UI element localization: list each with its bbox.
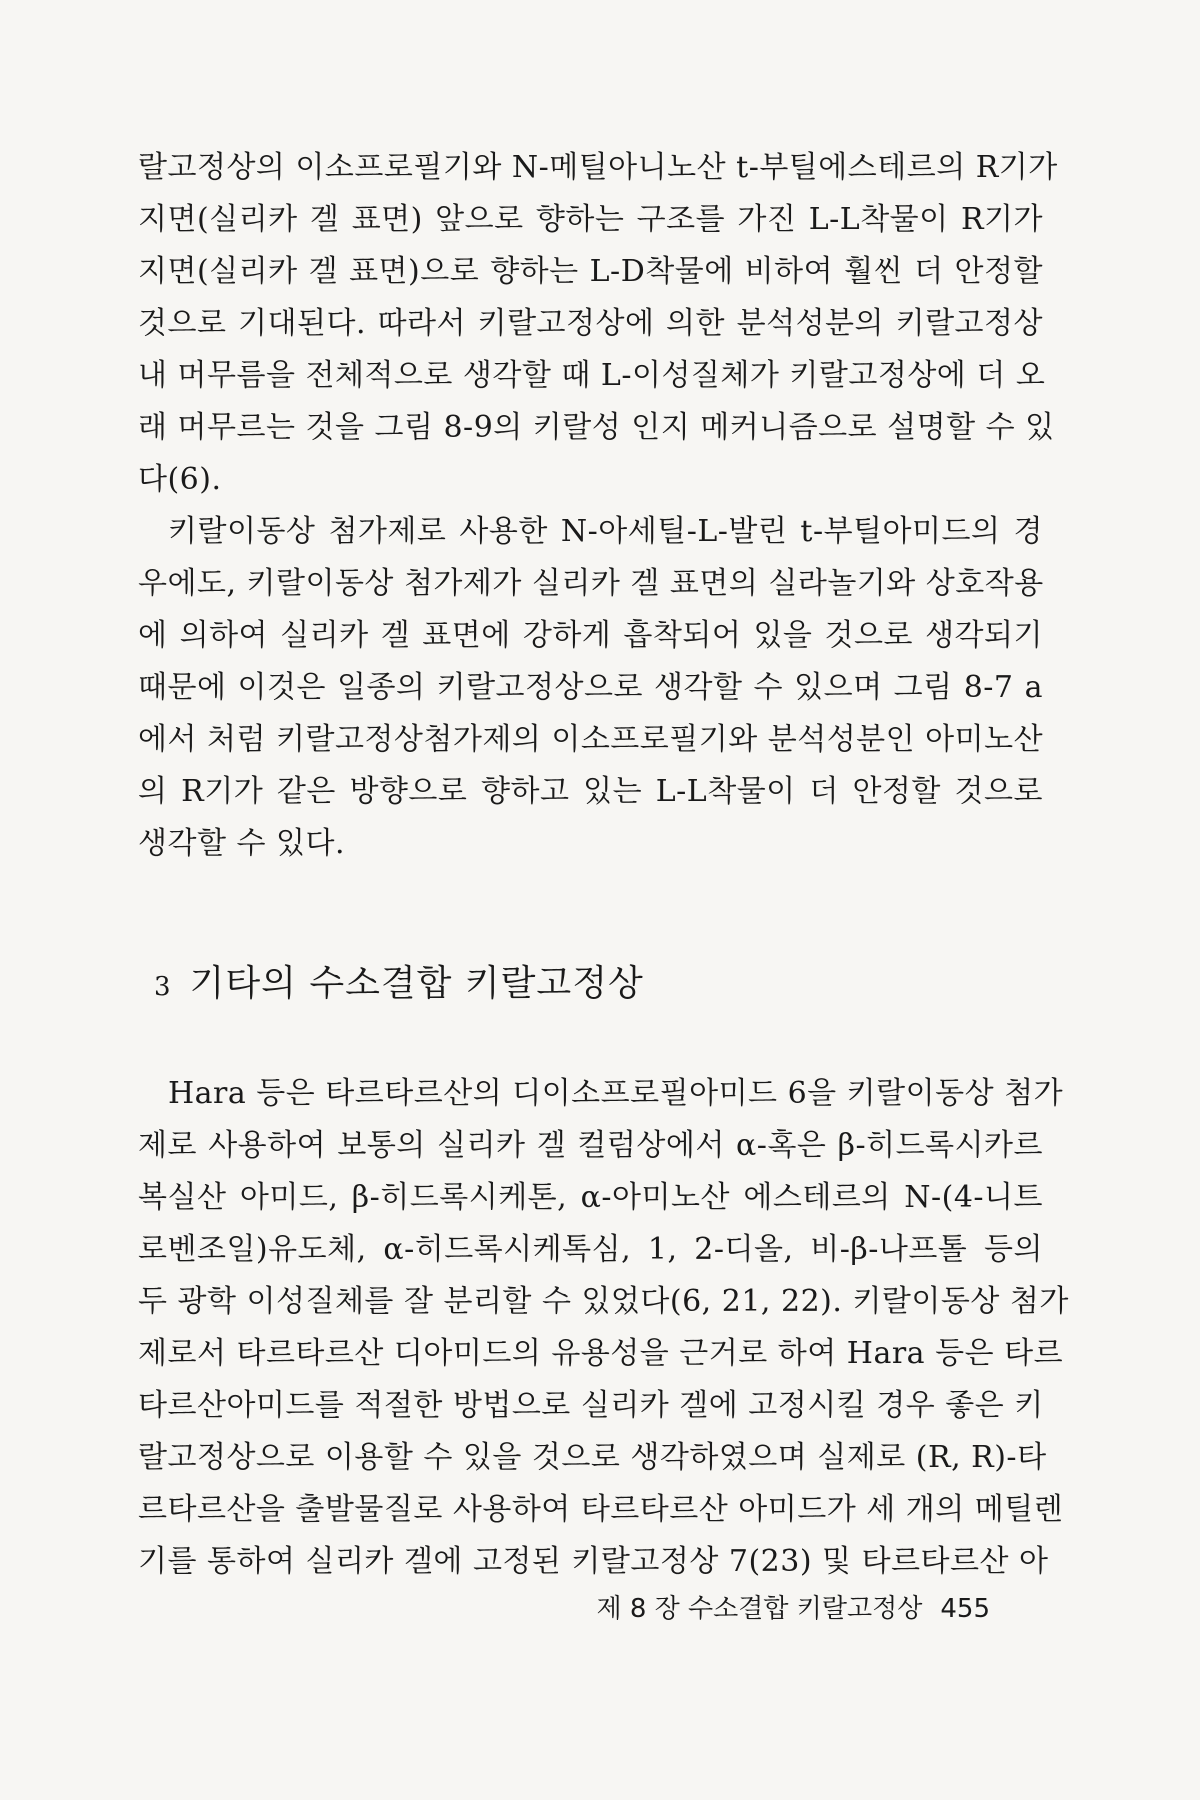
paragraph-1 — [138, 142, 1058, 506]
text-line: 복실산 아미드, β-히드록시케톤, α-아미노산 에스테르의 N-(4-니트 — [138, 1180, 1043, 1215]
chapter-title: 제 8 장 수소결합 키랄고정상 — [596, 1594, 923, 1624]
text-line: 기를 통하여 실리카 겔에 고정된 키랄고정상 7(23) 및 타르타르산 아 — [138, 1544, 1049, 1579]
text-line: 우에도, 키랄이동상 첨가제가 실리카 겔 표면의 실라놀기와 상호작용 — [138, 566, 1044, 601]
text-line: 의 R기가 같은 방향으로 향하고 있는 L-L착물이 더 안정할 것으로 — [138, 774, 1043, 809]
text-line: 것으로 기대된다. 따라서 키랄고정상에 의한 분석성분의 키랄고정상 — [138, 306, 1043, 341]
page-body — [138, 142, 1069, 1588]
text-line: 에서 처럼 키랄고정상첨가제의 이소프로필기와 분석성분인 아미노산 — [138, 722, 1044, 757]
text-line: Hara 등은 타르타르산의 디이소프로필아미드 6을 키랄이동상 첨가 — [168, 1076, 1064, 1111]
text-line: 지면(실리카 겔 표면) 앞으로 향하는 구조를 가진 L-L착물이 R기가 — [138, 202, 1043, 237]
section-number: 3 — [154, 972, 172, 1002]
paragraph-3 — [138, 1068, 1069, 1588]
text-line: 생각할 수 있다. — [138, 826, 345, 861]
section-heading — [154, 954, 1043, 1014]
text-line: 때문에 이것은 일종의 키랄고정상으로 생각할 수 있으며 그림 8-7 a — [138, 670, 1043, 705]
text-line: 에 의하여 실리카 겔 표면에 강하게 흡착되어 있을 것으로 생각되기 — [138, 618, 1043, 653]
text-line: 로벤조일)유도체, α-히드록시케톡심, 1, 2-디올, 비-β-나프톨 등의 — [138, 1232, 1043, 1267]
running-footer — [0, 1588, 1200, 1625]
text-line: 타르산아미드를 적절한 방법으로 실리카 겔에 고정시킬 경우 좋은 키 — [138, 1388, 1044, 1423]
text-line: 두 광학 이성질체를 잘 분리할 수 있었다(6, 21, 22). 키랄이동상 첨가 — [138, 1284, 1069, 1319]
text-line: 제로서 타르타르산 디아미드의 유용성을 근거로 하여 Hara 등은 타르 — [138, 1336, 1064, 1371]
paragraph-2 — [138, 506, 1043, 870]
page-number: 455 — [940, 1594, 990, 1624]
text-line: 지면(실리카 겔 표면)으로 향하는 L-D착물에 비하여 훨씬 더 안정할 — [138, 254, 1043, 289]
section-title: 기타의 수소결합 키랄고정상 — [189, 963, 644, 1004]
text-line: 키랄이동상 첨가제로 사용한 N-아세틸-L-발린 t-부틸아미드의 경 — [168, 514, 1043, 549]
text-line: 다(6). — [138, 462, 222, 497]
text-line: 르타르산을 출발물질로 사용하여 타르타르산 아미드가 세 개의 메틸렌 — [138, 1492, 1064, 1527]
text-line: 래 머무르는 것을 그림 8-9의 키랄성 인지 메커니즘으로 설명할 수 있 — [138, 410, 1055, 445]
text-line: 랄고정상의 이소프로필기와 N-메틸아니노산 t-부틸에스테르의 R기가 — [138, 150, 1058, 185]
text-line: 랄고정상으로 이용할 수 있을 것으로 생각하였으며 실제로 (R, R)-타 — [138, 1440, 1047, 1475]
text-line: 내 머무름을 전체적으로 생각할 때 L-이성질체가 키랄고정상에 더 오 — [138, 358, 1046, 393]
text-line: 제로 사용하여 보통의 실리카 겔 컬럼상에서 α-혹은 β-히드록시카르 — [138, 1128, 1043, 1163]
